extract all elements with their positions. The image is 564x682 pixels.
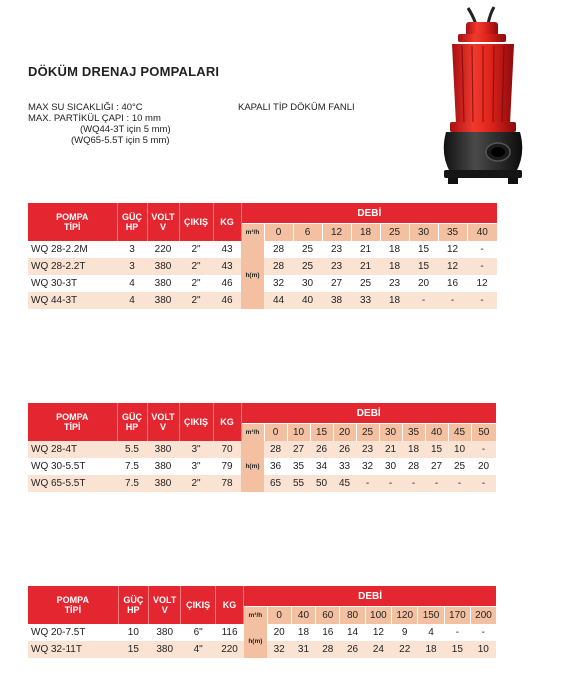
voltage: 380: [149, 624, 181, 641]
head-value: -: [438, 292, 467, 309]
head-value: 23: [380, 275, 409, 292]
power-hp: 15: [118, 641, 148, 658]
head-value: 27: [425, 458, 448, 475]
head-value: 33: [351, 292, 380, 309]
voltage: 380: [147, 275, 179, 292]
power-hp: 4: [117, 292, 147, 309]
weight-kg: 116: [215, 624, 243, 641]
outlet-size: 3": [179, 458, 213, 475]
table-row: [28, 624, 496, 641]
head-value: -: [467, 258, 497, 275]
page-title: DÖKÜM DRENAJ POMPALARI: [28, 64, 220, 79]
head-value: 21: [351, 241, 380, 258]
power-hp: 5.5: [117, 441, 147, 458]
head-value: 18: [380, 258, 409, 275]
head-value: 20: [409, 275, 438, 292]
head-unit-label: h(m): [241, 441, 264, 492]
table-row: [28, 241, 497, 258]
head-value: 18: [380, 292, 409, 309]
head-value: -: [402, 475, 425, 492]
head-value: 15: [409, 258, 438, 275]
head-value: 10: [471, 641, 496, 658]
flow-value: 18: [351, 224, 380, 242]
model-name: WQ 30-5.5T: [28, 458, 117, 475]
header-guc: GÜÇ HP: [118, 586, 148, 624]
head-value: 30: [293, 275, 322, 292]
flow-value: 25: [356, 424, 379, 442]
power-hp: 3: [117, 241, 147, 258]
head-value: 18: [291, 624, 315, 641]
outlet-size: 2": [179, 275, 213, 292]
flow-value: 120: [392, 607, 418, 625]
head-value: 28: [264, 441, 287, 458]
head-value: 26: [333, 441, 356, 458]
head-value: 28: [264, 241, 293, 258]
model-name: WQ 28-2.2T: [28, 258, 117, 275]
head-value: 33: [333, 458, 356, 475]
head-value: 34: [310, 458, 333, 475]
voltage: 380: [147, 292, 179, 309]
voltage: 380: [149, 641, 181, 658]
head-value: 12: [438, 241, 467, 258]
power-hp: 7.5: [117, 475, 147, 492]
flow-value: 40: [425, 424, 448, 442]
weight-kg: 43: [213, 258, 241, 275]
head-value: 38: [322, 292, 351, 309]
head-value: 16: [438, 275, 467, 292]
head-value: 27: [287, 441, 310, 458]
model-name: WQ 28-2.2M: [28, 241, 117, 258]
outlet-size: 2": [179, 475, 213, 492]
head-value: 26: [310, 441, 333, 458]
head-value: -: [467, 241, 497, 258]
model-name: WQ 32-11T: [28, 641, 118, 658]
power-hp: 7.5: [117, 458, 147, 475]
header-pompa-tipi: POMPA TİPİ: [28, 586, 118, 624]
head-value: 18: [380, 241, 409, 258]
head-value: 16: [316, 624, 340, 641]
flow-value: 40: [291, 607, 315, 625]
head-unit-label: h(m): [241, 241, 264, 309]
head-value: 44: [264, 292, 293, 309]
header-guc: GÜÇ HP: [117, 203, 147, 241]
head-value: 40: [293, 292, 322, 309]
flow-value: 100: [365, 607, 391, 625]
head-value: 14: [340, 624, 365, 641]
head-value: 15: [444, 641, 470, 658]
head-value: -: [409, 292, 438, 309]
head-value: -: [444, 624, 470, 641]
head-value: 55: [287, 475, 310, 492]
weight-kg: 46: [213, 292, 241, 309]
voltage: 380: [147, 475, 179, 492]
weight-kg: 43: [213, 241, 241, 258]
head-value: 12: [365, 624, 391, 641]
head-value: 20: [471, 458, 496, 475]
model-name: WQ 65-5.5T: [28, 475, 117, 492]
head-value: 23: [322, 258, 351, 275]
header-debi: DEBİ: [241, 403, 496, 424]
head-value: 21: [351, 258, 380, 275]
outlet-size: 2": [179, 241, 213, 258]
head-value: 18: [402, 441, 425, 458]
flow-value: 20: [333, 424, 356, 442]
head-value: 35: [287, 458, 310, 475]
head-value: 28: [316, 641, 340, 658]
power-hp: 4: [117, 275, 147, 292]
weight-kg: 46: [213, 275, 241, 292]
voltage: 380: [147, 441, 179, 458]
head-value: 32: [356, 458, 379, 475]
table-row: [28, 441, 496, 458]
power-hp: 3: [117, 258, 147, 275]
flow-value: 35: [438, 224, 467, 242]
header-volt: VOLT V: [147, 203, 179, 241]
pump-table-3: [28, 586, 496, 658]
head-value: 50: [310, 475, 333, 492]
voltage: 380: [147, 258, 179, 275]
flow-value: 50: [471, 424, 496, 442]
model-name: WQ 28-4T: [28, 441, 117, 458]
flow-value: 45: [448, 424, 471, 442]
flow-value: 35: [402, 424, 425, 442]
head-value: 21: [379, 441, 402, 458]
header-kg: KG: [213, 203, 241, 241]
head-value: 15: [409, 241, 438, 258]
spec-max-particle: MAX. PARTİKÜL ÇAPI : 10 mm: [28, 113, 161, 124]
head-value: -: [448, 475, 471, 492]
head-value: 36: [264, 458, 287, 475]
header-pompa-tipi: POMPA TİPİ: [28, 203, 117, 241]
head-value: 18: [418, 641, 444, 658]
flow-value: 80: [340, 607, 365, 625]
head-value: 32: [267, 641, 291, 658]
header-kg: KG: [213, 403, 241, 441]
flow-value: 10: [287, 424, 310, 442]
spec-max-temp: MAX SU SICAKLIĞI : 40°C: [28, 102, 143, 113]
outlet-size: 2": [179, 292, 213, 309]
head-value: 12: [438, 258, 467, 275]
header-debi: DEBİ: [241, 203, 497, 224]
header-debi: DEBİ: [244, 586, 496, 607]
flow-unit-label: m³/h: [241, 424, 264, 442]
model-name: WQ 20-7.5T: [28, 624, 118, 641]
outlet-size: 3": [179, 441, 213, 458]
flow-unit-label: m³/h: [241, 224, 264, 242]
head-value: 25: [293, 241, 322, 258]
head-value: -: [471, 475, 496, 492]
voltage: 380: [147, 458, 179, 475]
spec-impeller-type: KAPALI TİP DÖKÜM FANLI: [238, 102, 355, 113]
weight-kg: 70: [213, 441, 241, 458]
head-value: -: [379, 475, 402, 492]
head-value: -: [467, 292, 497, 309]
head-value: 45: [333, 475, 356, 492]
head-value: -: [356, 475, 379, 492]
head-value: 28: [402, 458, 425, 475]
pump-table-1: [28, 203, 497, 309]
head-value: 23: [322, 241, 351, 258]
head-value: 10: [448, 441, 471, 458]
head-value: 28: [264, 258, 293, 275]
head-value: -: [471, 624, 496, 641]
head-value: 23: [356, 441, 379, 458]
head-value: 31: [291, 641, 315, 658]
weight-kg: 220: [215, 641, 243, 658]
flow-value: 150: [418, 607, 444, 625]
flow-value: 170: [444, 607, 470, 625]
power-hp: 10: [118, 624, 148, 641]
head-value: 15: [425, 441, 448, 458]
flow-value: 0: [264, 224, 293, 242]
flow-value: 30: [409, 224, 438, 242]
voltage: 220: [147, 241, 179, 258]
head-value: 24: [365, 641, 391, 658]
head-value: 25: [448, 458, 471, 475]
head-value: 22: [392, 641, 418, 658]
outlet-size: 6": [181, 624, 215, 641]
outlet-size: 4": [181, 641, 215, 658]
head-value: 32: [264, 275, 293, 292]
flow-value: 25: [380, 224, 409, 242]
flow-value: 60: [316, 607, 340, 625]
head-value: 9: [392, 624, 418, 641]
head-value: 25: [351, 275, 380, 292]
head-value: 30: [379, 458, 402, 475]
header-guc: GÜÇ HP: [117, 403, 147, 441]
head-value: 26: [340, 641, 365, 658]
weight-kg: 79: [213, 458, 241, 475]
header-cikis: ÇIKIŞ: [179, 403, 213, 441]
flow-value: 12: [322, 224, 351, 242]
flow-value: 200: [471, 607, 496, 625]
header-pompa-tipi: POMPA TİPİ: [28, 403, 117, 441]
flow-value: 40: [467, 224, 497, 242]
head-value: -: [471, 441, 496, 458]
head-value: -: [425, 475, 448, 492]
head-value: 27: [322, 275, 351, 292]
pump-image: [428, 4, 538, 189]
pump-table-2: [28, 403, 496, 492]
flow-value: 30: [379, 424, 402, 442]
model-name: WQ 44-3T: [28, 292, 117, 309]
head-value: 25: [293, 258, 322, 275]
model-name: WQ 30-3T: [28, 275, 117, 292]
header-cikis: ÇIKIŞ: [181, 586, 215, 624]
flow-value: 0: [267, 607, 291, 625]
head-value: 4: [418, 624, 444, 641]
header-volt: VOLT V: [147, 403, 179, 441]
flow-unit-label: m³/h: [244, 607, 267, 625]
flow-value: 0: [264, 424, 287, 442]
flow-value: 15: [310, 424, 333, 442]
flow-value: 6: [293, 224, 322, 242]
head-value: 20: [267, 624, 291, 641]
weight-kg: 78: [213, 475, 241, 492]
header-cikis: ÇIKIŞ: [179, 203, 213, 241]
head-value: 65: [264, 475, 287, 492]
head-value: 12: [467, 275, 497, 292]
outlet-size: 2": [179, 258, 213, 275]
spec-note-wq65: (WQ65-5.5T için 5 mm): [71, 135, 170, 146]
header-kg: KG: [215, 586, 243, 624]
head-unit-label: h(m): [244, 624, 267, 658]
header-volt: VOLT V: [149, 586, 181, 624]
spec-note-wq44: (WQ44-3T için 5 mm): [80, 124, 171, 135]
